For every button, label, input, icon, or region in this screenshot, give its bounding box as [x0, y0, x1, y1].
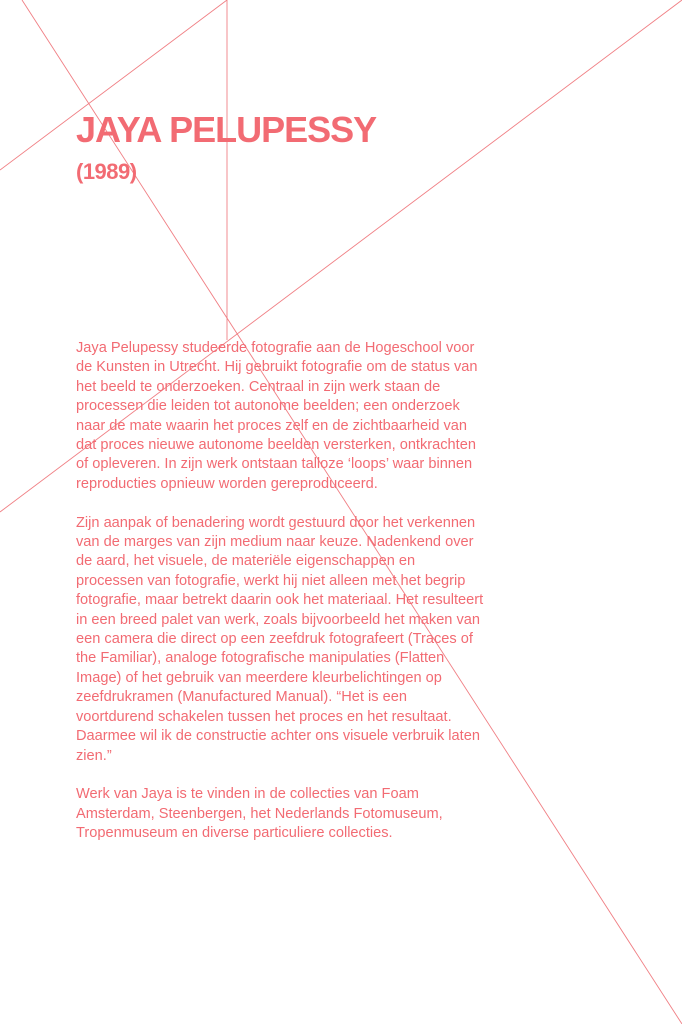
bio-paragraph: Zijn aanpak of benadering wordt gestuurd door het verkennen van de marges van zijn medium naar keuze. Nadenkend over de aard, het visuele, de materiële eigenschappen en processen van fotografie, werkt hij niet alleen met het begrip fotografie, maar betrekt daarin ook het materiaal. Het resulteert in een breed palet van werk, zoals bijvoorbeeld het maken van een camera die direct op een zeefdruk fotografeert (Traces of the Familiar), analoge fotografische manipulaties (Flatten Image) of het gebruik van meerdere kleurbelichtingen op zeefdrukramen (Manufactured Manual). “Het is een voortdurend schakelen tussen het proces en het resultaat. Daarmee wil ik de constructie achter ons visuele verbruik laten zien.” [76, 514, 484, 764]
artist-biography [76, 339, 486, 863]
page-header [76, 108, 376, 186]
bio-paragraph: Werk van Jaya is te vinden in de collecties van Foam Amsterdam, Steenbergen, het Nederlands Fotomuseum, Tropenmuseum en diverse particuliere collecties. [76, 786, 443, 842]
artist-name: JAYA PELUPESSY [76, 109, 377, 150]
bio-paragraph: Jaya Pelupessy studeerde fotografie aan de Hogeschool voor de Kunsten in Utrecht. Hij gebruikt fotografie om de status van het beeld te onderzoeken. Centraal in zijn werk staan de processen die leiden tot autonome beelden; een onderzoek naar de mate waarin het proces zelf en de zichtbaarheid van dat proces nieuwe autonome beelden versterken, ontkrachten of opleveren. In zijn werk ontstaan talloze ‘loops’ waar binnen reproducties opnieuw worden gereproduceerd. [76, 340, 478, 492]
artist-birth-year: (1989) [76, 159, 137, 184]
